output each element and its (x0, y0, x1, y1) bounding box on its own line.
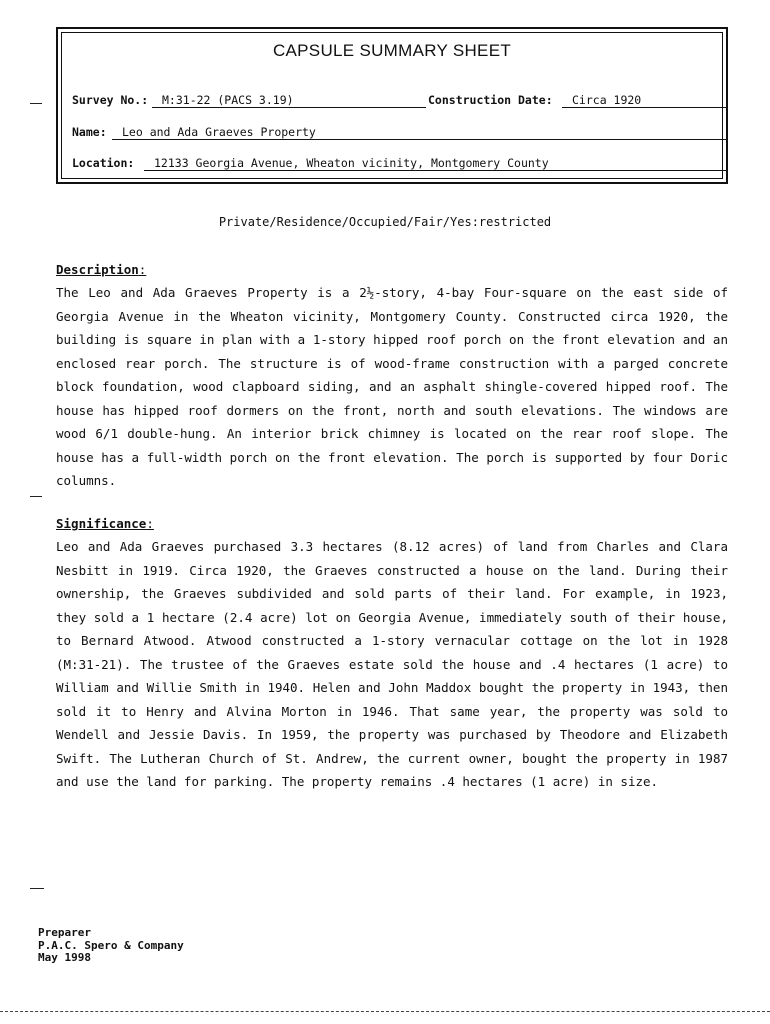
construction-date-value: Circa 1920 (562, 93, 728, 108)
sheet-title: CAPSULE SUMMARY SHEET (272, 41, 512, 60)
status-line: Private/Residence/Occupied/Fair/Yes:restricted (218, 215, 552, 229)
scan-edge-line (0, 1011, 770, 1012)
name-row (72, 125, 714, 141)
name-value: Leo and Ada Graeves Property (112, 125, 728, 140)
capsule-summary-inner-frame (61, 32, 723, 179)
scan-mark (30, 103, 42, 104)
location-row (72, 156, 714, 172)
location-value: 12133 Georgia Avenue, Wheaton vicinity, Montgomery County (144, 156, 728, 171)
capsule-summary-box (56, 27, 728, 184)
construction-date-label: Construction Date: (428, 93, 553, 107)
scan-mark (30, 496, 42, 497)
survey-row (72, 93, 714, 109)
significance-heading: Significance: (56, 516, 154, 531)
significance-text: Leo and Ada Graeves purchased 3.3 hectares (8.12 acres) of land from Charles and Clara Nesbitt in 1919. Circa 1920, the Graeves constructed a house on the land. During their ownership, the Graeves subdivided and sold parts of their land. For example, in 1923, they sold a 1 hectare (2.4 acre) lot on Georgia Avenue, immediately south of their house, to Bernard Atwood. Atwood constructed a 1-story vernacular cottage on the lot in 1928 (M:31-21). The trustee of the Graeves estate sold the house and .4 hectares (1 acre) to William and Willie Smith in 1940. Helen and John Maddox bought the property in 1943, then sold it to Henry and Alvina Morton in 1946. That same year, the property was sold to Wendell and Jessie Davis. In 1959, the property was purchased by Theodore and Elizabeth Swift. The Lutheran Church of St. Andrew, the current owner, bought the property in 1987 and use the land for parking. The property remains .4 hectares (1 acre) in size. (56, 539, 728, 789)
name-label: Name: (72, 125, 107, 139)
survey-value: M:31-22 (PACS 3.19) (152, 93, 426, 108)
description-text: The Leo and Ada Graeves Property is a 2½-story, 4-bay Four-square on the east side of Georgia Avenue in the Wheaton vicinity, Montgomery County. Constructed circa 1920, the building is square in plan with a 1-story hipped roof porch on the front elevation and an enclosed rear porch. The structure is of wood-frame construction with a parged concrete block foundation, wood clapboard siding, and an asphalt shingle-covered hipped roof. The house has hipped roof dormers on the front, north and south elevations. The windows are wood 6/1 double-hung. An interior brick chimney is located on the rear roof slope. The house has a full-width porch on the front elevation. The porch is supported by four Doric columns. (56, 285, 728, 488)
survey-label: Survey No.: (72, 93, 149, 107)
preparer-label: Preparer (38, 926, 91, 939)
preparer-block (38, 927, 184, 965)
preparer-date: May 1998 (38, 951, 91, 964)
preparer-company: P.A.C. Spero & Company (38, 938, 184, 952)
description-heading: Description: (56, 262, 147, 277)
description-heading-text: Description (56, 262, 139, 277)
scan-mark (30, 888, 44, 889)
location-label: Location: (72, 156, 135, 170)
significance-heading-text: Significance (56, 516, 147, 531)
